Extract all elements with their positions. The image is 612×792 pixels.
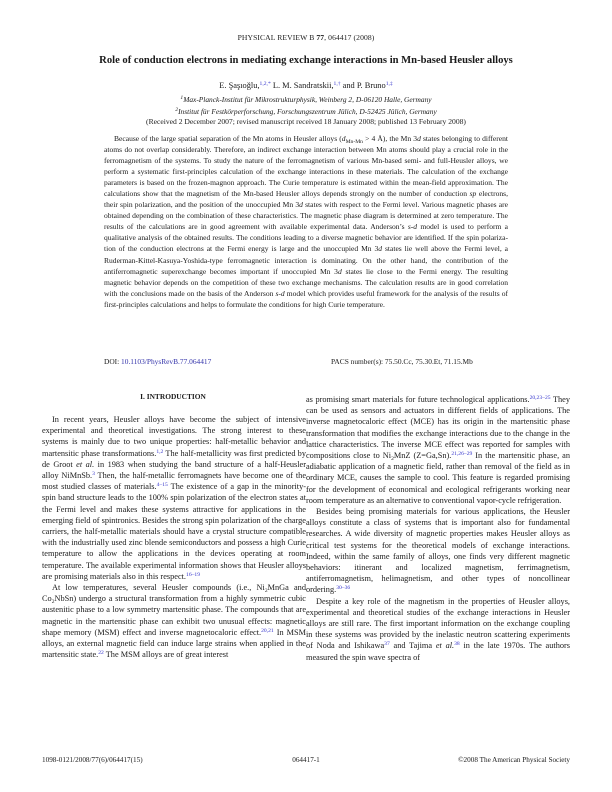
affiliation <box>0 95 612 104</box>
citation-link[interactable]: 37 <box>384 641 390 648</box>
paragraph <box>306 394 570 506</box>
paper-title: Role of conduction electrons in mediating exchange interactions in Mn-based Heusler alloys <box>99 55 513 66</box>
abstract-text: states belonging to different atoms do not overlap considerably. Therefore, an indirect exchange interaction between Mn atoms should play a crucial role in the ferromagnetism of the systems. To study the nature of the ferromagnetism of various Mn-based semi- and full-Heusler alloys, we perform a systematic first-principles calculation of the exchange interactions in these materials. The calculation of the exchange parameters is based on the frozen-magnon approach. The Curie temperature is estimated within the mean-field approximation. The calculations show that the magnetism of the Mn-based Heusler alloys depends strongly on the number of conduction <box>104 134 508 199</box>
body-text: NbSn) undergo a structural transformation from a highly symmetric cubic austenitic phase to a low symmetry martensitic phase. The compounds that are magnetic in the martensitic phase can exhibit two unusual effects: magnetic shape memory (MSM) effect and inverse magnetocaloric effect. <box>42 594 306 637</box>
body-text: MnZ (Z=Ga,Sn). <box>393 451 452 461</box>
body-italic: et al. <box>435 641 455 651</box>
abstract-text: > 4 Å), the Mn 3 <box>362 134 418 143</box>
subscript: 2 <box>51 599 55 606</box>
citation-link[interactable]: 16–19 <box>186 571 200 578</box>
journal-volume: 77 <box>316 33 325 42</box>
citation-link[interactable]: 4–15 <box>156 482 168 489</box>
section-heading: I. INTRODUCTION <box>140 392 206 401</box>
author-list <box>0 81 612 90</box>
pacs-numbers: PACS number(s): 75.50.Cc, 75.30.Et, 71.15.Mb <box>331 357 473 366</box>
citation-link[interactable]: 20,23–25 <box>529 395 551 401</box>
body-text: The MSM alloys are of great interest <box>103 650 229 660</box>
body-text: MnGa and Co <box>42 583 306 604</box>
affiliation-mark: 2 <box>175 107 179 113</box>
body-text: Besides being promising materials for various applications, the Heusler alloys constitute a class of systems that is important also for fundamental researches. A wide diversity of magnetic properties makes Heusler alloys as critical test systems for the theoretical models of exchange interactions. Indeed, within the same family of alloys, one finds very different magnetic behaviors: itinerant and localized magnetism, ferrimagnetism, antiferromagnetism, helimagnetism, and other types of noncollinear ordering. <box>306 507 570 595</box>
citation-link[interactable]: 38 <box>454 641 460 648</box>
author-name: E. Şaşıoğlu, <box>219 81 260 90</box>
journal-header <box>0 33 612 42</box>
citation-link[interactable]: 1,2 <box>156 448 164 455</box>
body-text: At low temperatures, several Heusler compounds (i.e., Ni <box>52 583 265 593</box>
abstract-math: d <box>341 134 346 143</box>
doi-label: DOI: <box>104 357 122 366</box>
body-text: They can be used as sensors and actuators in different fields of applications. The inverse magnetocaloric effect (MCE) has its origin in the martensitic phase transformation that modifies the exchange interactions due to the change in the lattice characteristics. The inverse MCE effect was reported for samples with compositions close to Ni <box>306 395 570 461</box>
footer-issn: 1098-0121/2008/77(6)/064417(15) <box>42 756 143 764</box>
subscript: 2 <box>391 456 394 463</box>
paragraph <box>306 506 570 596</box>
body-text: and Tajima <box>389 641 436 651</box>
body-text: The half-metallicity was first predicted by de Groot <box>42 448 306 469</box>
body-text: The existence of a gap in the minority-spin band structure leads to the 100% spin polarization of the electron states at the Fermi level and makes these systems attractive for applications in the emerging field of spintronics. Besides the strong spin polarization of the charge carriers, the half-metallic materials should have a crystal structure compatible with the industrially used zinc blende semiconductors and possess a high Curie temperature to allow the applications in the devices operating at room temperature. The available experimental information shows that Heusler alloys are promising materials also in this respect. <box>42 482 306 581</box>
citation-link[interactable]: 22 <box>98 650 104 657</box>
left-column <box>42 414 306 660</box>
author-name: L. M. Sandratskii, <box>270 81 334 90</box>
abstract-text: states lie close to the Fermi energy. The resulting magnetic behavior depends on the competition of these two exchange mechanisms. The calculation results are in good correlation with the conclusions made on the basis of the Anderson <box>104 266 508 298</box>
subscript: 2 <box>264 588 268 595</box>
citation-link[interactable]: 20,21 <box>261 627 274 634</box>
right-column <box>306 394 570 663</box>
abstract-italic: s-d <box>407 222 418 232</box>
affiliation-mark: 1 <box>180 95 184 101</box>
author-affiliation-link[interactable]: 1,† <box>333 81 341 87</box>
body-text: as promising smart materials for future technological applications. <box>306 395 530 404</box>
abstract-text: model is used to perform a qualitative analysis of the obtained results. The conditions leading to a diverse magnetic behavior are identified. If the spin polarization of the conduction electrons at the Fermi energy is large and the unoccupied Mn 3 <box>104 222 508 254</box>
doi-line <box>104 357 211 366</box>
author-name: and P. Bruno <box>340 81 386 90</box>
abstract-text: model which provides useful framework for the analysis of the results of first-principles calculations and helps to formulate the conditions for high Curie temperature. <box>104 288 508 309</box>
body-text: in 1983 when studying the band structure of a half-Heusler alloy NiMnSb. <box>42 459 307 481</box>
abstract-italic: d <box>337 266 342 276</box>
body-text: In the martensitic phase, an adiabatic application of a magnetic field, rather than removal of the field as in ordinary MCE, causes the sample to cool. This feature is regarded promising for the development of economical and ecological refrigerants working near room temperature as an alternative to conventional vapor-cycle refrigeration. <box>306 451 571 505</box>
abstract-text: states with respect to the Fermi level. Various magnetic phases are obtained depending on the combination of these characteristics. The magnetic phase diagram is determined at zero temperature. The results of the calculations are in good agreement with available experimental data. Anderson’s <box>104 200 509 232</box>
affiliation <box>0 107 612 116</box>
affiliation-text: Max-Planck-Institut für Mikrostrukturphysik, Weinberg 2, D-06120 Halle, Germany <box>183 95 432 104</box>
body-text: In recent years, Heusler alloys have become the subject of intensive experimental and theoretical investigations. The strong interest to these systems is mainly due to two unique properties: half-metallic behavior and martensitic phase transformations. <box>42 415 306 458</box>
paragraph <box>42 414 306 582</box>
body-italic: et al. <box>76 459 95 469</box>
body-text: Despite a key role of the magnetism in the properties of Heusler alloys, experimental and theoretical studies of the exchange interactions in Heusler alloys are still rare. The first important information on the exchange coupling in these systems was provided by the inelastic neutron scattering experiments of Noda and Ishikawa <box>306 596 570 651</box>
body-text: Then, the half-metallic ferromagnets have become one of the most studied classes of materials. <box>42 471 306 492</box>
footer-page-number: 064417-1 <box>292 756 320 764</box>
paragraph <box>42 582 306 660</box>
abstract <box>104 133 508 310</box>
journal-name: PHYSICAL REVIEW B <box>237 33 315 42</box>
author-affiliation-link[interactable]: 1,‡ <box>385 81 393 87</box>
author-affiliation-link[interactable]: 1,2,* <box>259 81 271 87</box>
abstract-text: electrons, their spin polarization, and the position of the unoccupied Mn 3 <box>104 189 509 210</box>
body-text: In MSM alloys, an external magnetic field can induce large strains when applied in the martensitic state. <box>42 627 306 660</box>
abstract-italic: sp <box>469 189 477 199</box>
abstract-text: Because of the large spatial separation of the Mn atoms in Heusler alloys ( <box>114 134 342 143</box>
abstract-italic: d <box>417 134 421 143</box>
received-dates: (Received 2 December 2007; revised manuscript received 18 January 2008; published 13 February 2008) <box>146 117 466 126</box>
paragraph <box>306 596 570 663</box>
abstract-italic: s-d <box>275 288 285 298</box>
abstract-italic: d <box>378 244 383 254</box>
body-text: in the late 1970s. The authors measured the spin wave spectra of <box>306 641 570 662</box>
citation-link[interactable]: 3 <box>92 471 95 478</box>
footer-copyright: ©2008 The American Physical Society <box>458 756 570 764</box>
affiliation-text: Institut für Festkörperforschung, Forschungszentrum Jülich, D-52425 Jülich, Germany <box>178 107 437 116</box>
abstract-subscript: Mn-Mn <box>345 139 363 145</box>
journal-citation: , 064417 (2008) <box>324 33 375 42</box>
doi-link[interactable]: 10.1103/PhysRevB.77.064417 <box>121 357 212 366</box>
abstract-text: states lie well above the Fermi level, a Ruderman-Kittel-Kasuya-Yoshida-type ferromagnetic interaction is dominating. On the other hand, the contribution of the antiferromagnetic superexchange becomes important if unoccupied Mn 3 <box>104 244 508 276</box>
citation-link[interactable]: 21,26–29 <box>451 451 473 458</box>
abstract-italic: d <box>299 200 303 210</box>
citation-link[interactable]: 30–36 <box>336 585 351 592</box>
